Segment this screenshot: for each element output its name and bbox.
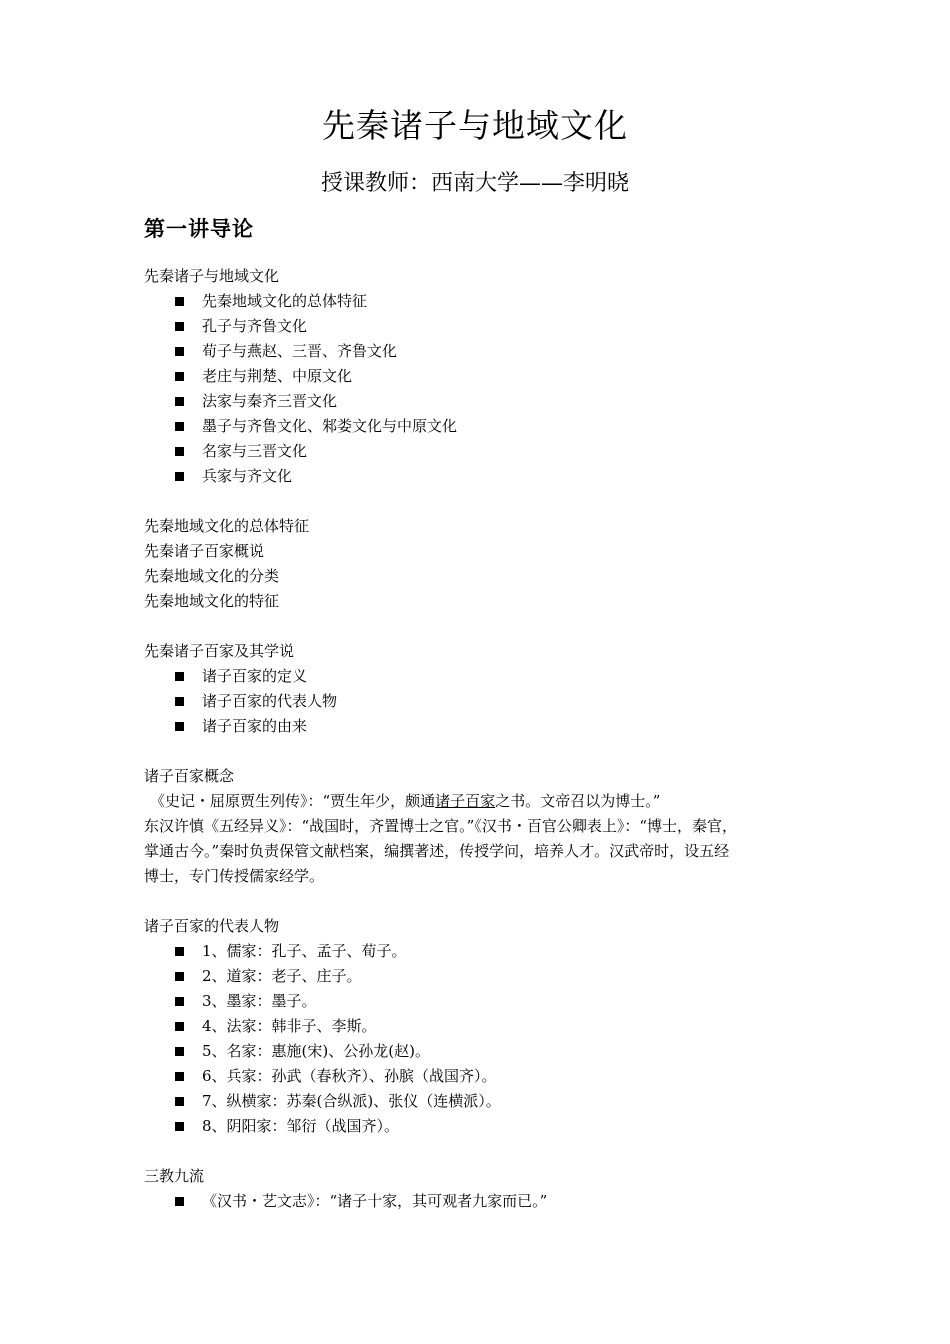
list-item: 1、儒家：孔子、孟子、荀子。: [144, 939, 810, 964]
list-item: 老庄与荆楚、中原文化: [144, 364, 810, 389]
text-line: 先秦地域文化的总体特征: [144, 517, 310, 535]
bullet-square-icon: [175, 1047, 184, 1056]
section-title: 三教九流: [144, 1167, 205, 1185]
list-item: 墨子与齐鲁文化、邾娄文化与中原文化: [144, 414, 810, 439]
bullet-square-icon: [175, 347, 184, 356]
list-item: 诸子百家的代表人物: [144, 689, 810, 714]
document-title: 先秦诸子与地域文化: [322, 106, 628, 145]
bullet-square-icon: [175, 1122, 184, 1131]
section-title: 先秦诸子与地域文化: [144, 267, 280, 285]
bullet-square-icon: [175, 672, 184, 681]
list-item: 2、道家：老子、庄子。: [144, 964, 810, 989]
quote-line: 《史记・屈原贾生列传》：“贾生年少，颇通诸子百家之书。文帝召以为博士。”: [150, 792, 661, 810]
bullet-square-icon: [175, 1197, 184, 1206]
paragraph-line: 东汉许慎《五经异义》：“战国时，齐置博士之官。”《汉书・百官公卿表上》：“博士，秦官，: [144, 817, 738, 835]
list-item: 孔子与齐鲁文化: [144, 314, 810, 339]
bullet-square-icon: [175, 322, 184, 331]
bullet-square-icon: [175, 447, 184, 456]
list-item: 4、法家：韩非子、李斯。: [144, 1014, 810, 1039]
list-item: 诸子百家的定义: [144, 664, 810, 689]
list-item: 6、兵家：孙武（春秋齐）、孙膑（战国齐）。: [144, 1064, 810, 1089]
text-line: 先秦诸子百家概说: [144, 542, 265, 560]
list-item: 7、纵横家：苏秦(合纵派)、张仪（连横派）。: [144, 1089, 810, 1114]
bullet-square-icon: [175, 372, 184, 381]
bullet-square-icon: [175, 947, 184, 956]
bullet-square-icon: [175, 297, 184, 306]
document-subtitle: 授课教师：西南大学——李明晓: [320, 171, 629, 196]
bullet-square-icon: [175, 422, 184, 431]
bullet-square-icon: [175, 397, 184, 406]
list-item: 诸子百家的由来: [144, 714, 810, 739]
bullet-square-icon: [175, 1022, 184, 1031]
text-line: 先秦地域文化的分类: [144, 567, 280, 585]
section-title: 先秦诸子百家及其学说: [144, 642, 295, 660]
list-item: 法家与秦齐三晋文化: [144, 389, 810, 414]
document-body: [144, 264, 810, 1214]
list-item: 名家与三晋文化: [144, 439, 810, 464]
paragraph-line: 掌通古今。”秦时负责保管文献档案，编撰著述，传授学问，培养人才。汉武帝时，设五经: [144, 842, 730, 860]
bullet-square-icon: [175, 722, 184, 731]
paragraph-line: 博士，专门传授儒家经学。: [144, 867, 325, 885]
list-item: 先秦地域文化的总体特征: [144, 289, 810, 314]
bullet-square-icon: [175, 997, 184, 1006]
text-line: 先秦地域文化的特征: [144, 592, 280, 610]
bullet-square-icon: [175, 697, 184, 706]
lecture-heading: 第一讲导论: [144, 217, 254, 241]
list-item: 荀子与燕赵、三晋、齐鲁文化: [144, 339, 810, 364]
list-item: 《汉书・艺文志》：“诸子十家，其可观者九家而已。”: [144, 1189, 810, 1214]
bullet-square-icon: [175, 1072, 184, 1081]
section-title: 诸子百家概念: [144, 767, 235, 785]
bullet-square-icon: [175, 1097, 184, 1106]
section-title: 诸子百家的代表人物: [144, 917, 280, 935]
bullet-square-icon: [175, 472, 184, 481]
bullet-square-icon: [175, 972, 184, 981]
list-item: 8、阴阳家：邹衍（战国齐）。: [144, 1114, 810, 1139]
list-item: 3、墨家：墨子。: [144, 989, 810, 1014]
list-item: 兵家与齐文化: [144, 464, 810, 489]
underlined-term: 诸子百家: [435, 792, 496, 810]
list-item: 5、名家：惠施(宋)、公孙龙(赵)。: [144, 1039, 810, 1064]
